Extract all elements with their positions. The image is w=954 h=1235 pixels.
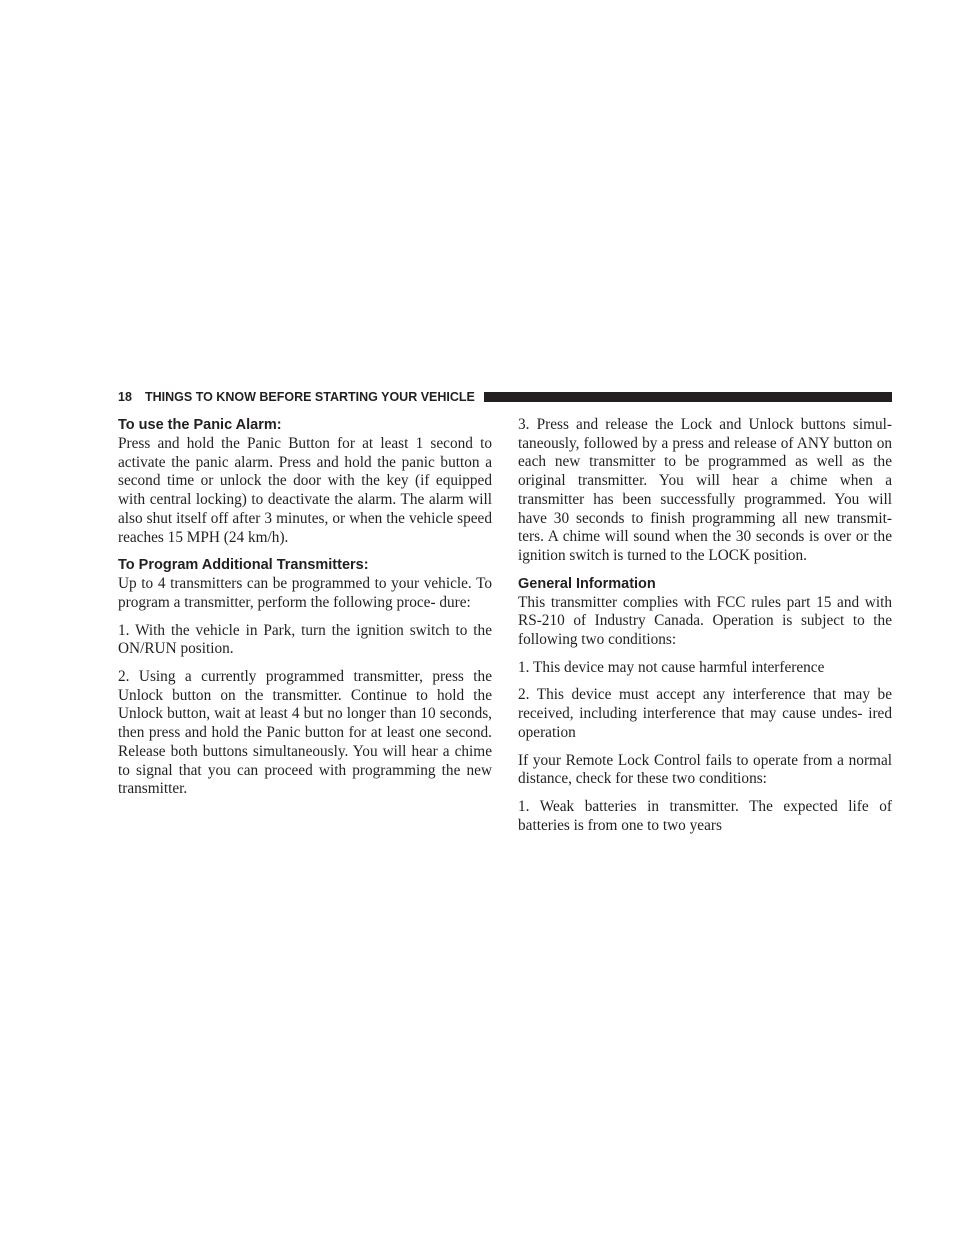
program-intro-paragraph: Up to 4 transmitters can be programmed to your vehicle. To program a transmitter, perform the following proce- dure:: [118, 575, 492, 611]
program-step-3: 3. Press and release the Lock and Unlock buttons simul- taneously, followed by a press and release of ANY button on each new transmitter to be programmed as well as the original transmitter. You will hear a chime when a transmitter has been successfully programmed. You will have 30 seconds to finish programming all new transmit- ters. A chime will sound when the 30 seconds is over or the ignition switch is turned to the LOCK position.: [518, 416, 892, 564]
panic-alarm-paragraph: Press and hold the Panic Button for at least 1 second to activate the panic alarm. Press and hold the panic button a second time or unlock the door with the key (if equipped with central locking) to deactivate the alarm. The alarm will also shut itself off after 3 minutes, or when the vehicle speed reaches 15 MPH (24 km/h).: [118, 435, 492, 546]
section-title: THINGS TO KNOW BEFORE STARTING YOUR VEHICLE: [145, 390, 475, 404]
general-information-heading: General Information: [518, 575, 656, 592]
panic-alarm-heading: To use the Panic Alarm:: [118, 417, 282, 433]
program-step-1: 1. With the vehicle in Park, turn the ignition switch to the ON/RUN position.: [118, 621, 492, 658]
right-column: [518, 416, 892, 835]
check-item-1: 1. Weak batteries in transmitter. The expected life of batteries is from one to two years: [518, 797, 892, 834]
page-number: 18: [118, 390, 132, 404]
program-step-2: 2. Using a currently programmed transmitter, press the Unlock button on the transmitter. Continue to hold the Unlock button, wait at least 4 but no longer than 10 seconds, then press and hold the Panic button for at least one second. Release both buttons simultaneously. You will hear a chime to signal that you can proceed with programming the new transmitter.: [118, 668, 492, 798]
header-rule-bar: [484, 392, 892, 402]
left-column: [118, 416, 492, 799]
program-transmitters-heading: To Program Additional Transmitters:: [118, 557, 369, 574]
general-information-paragraph: This transmitter complies with FCC rules part 15 and with RS-210 of Industry Canada. Operation is subject to the following two conditions:: [518, 593, 892, 649]
remote-fail-paragraph: If your Remote Lock Control fails to operate from a normal distance, check for these two conditions:: [518, 751, 892, 788]
page-header: [118, 388, 892, 408]
condition-1: 1. This device may not cause harmful interference: [518, 658, 825, 676]
condition-2: 2. This device must accept any interference that may be received, including interference that may cause undes- ired operation: [518, 686, 892, 741]
